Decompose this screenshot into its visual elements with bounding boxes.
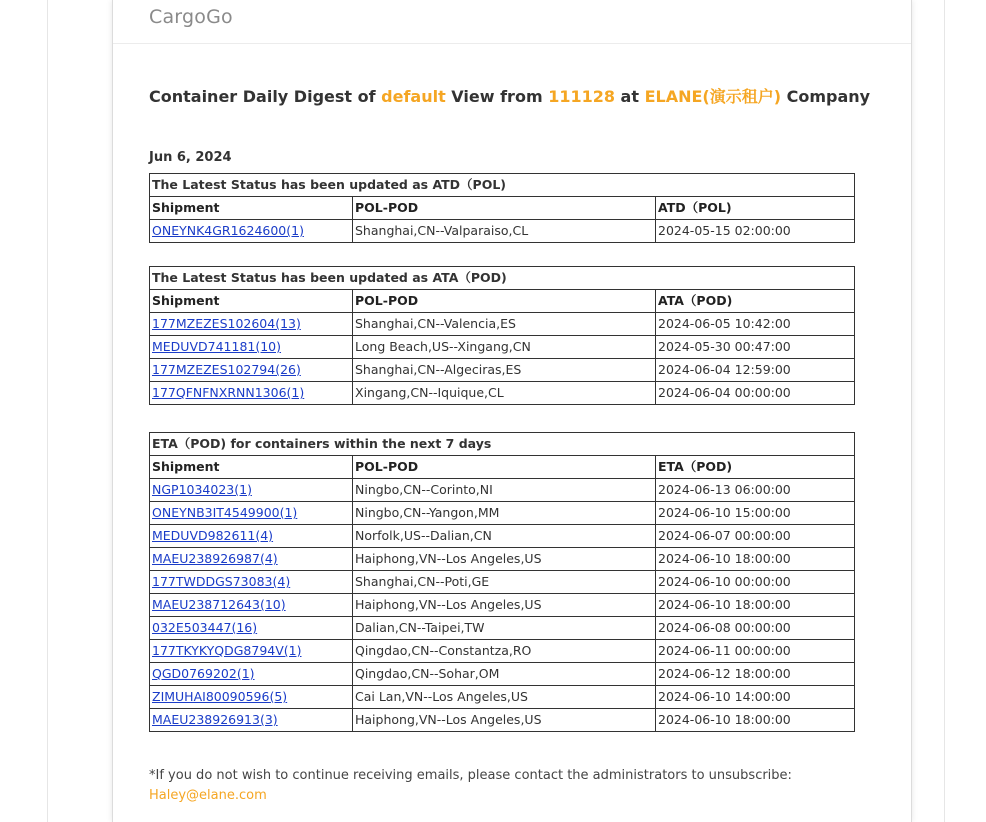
shipment-cell [150, 382, 353, 405]
column-header-row [150, 197, 855, 220]
route-cell: Long Beach,US--Xingang,CN [353, 336, 656, 359]
route-cell: Shanghai,CN--Algeciras,ES [353, 359, 656, 382]
shipment-cell [150, 617, 353, 640]
column-header-row [150, 290, 855, 313]
shipment-cell [150, 313, 353, 336]
shipment-cell [150, 594, 353, 617]
shipment-link[interactable]: NGP1034023(1) [152, 482, 252, 497]
route-cell: Shanghai,CN--Poti,GE [353, 571, 656, 594]
route-cell: Cai Lan,VN--Los Angeles,US [353, 686, 656, 709]
shipment-link[interactable]: MAEU238926987(4) [152, 551, 278, 566]
table-row [150, 336, 855, 359]
datetime-cell: 2024-06-08 00:00:00 [656, 617, 855, 640]
route-cell: Ningbo,CN--Yangon,MM [353, 502, 656, 525]
route-cell: Dalian,CN--Taipei,TW [353, 617, 656, 640]
route-cell: Qingdao,CN--Constantza,RO [353, 640, 656, 663]
route-cell: Haiphong,VN--Los Angeles,US [353, 548, 656, 571]
column-header-row [150, 456, 855, 479]
table-row [150, 525, 855, 548]
view-name: default [381, 87, 446, 106]
shipment-header: Shipment [150, 290, 353, 313]
eta-table [149, 432, 855, 732]
section-title: ETA（POD) for containers within the next 7 days [150, 433, 855, 456]
pol-pod-header: POL-POD [353, 290, 656, 313]
shipment-cell [150, 359, 353, 382]
table-row [150, 640, 855, 663]
datetime-cell: 2024-05-15 02:00:00 [656, 220, 855, 243]
table-row [150, 359, 855, 382]
shipment-header: Shipment [150, 197, 353, 220]
atd-table [149, 173, 855, 243]
table-row [150, 617, 855, 640]
headline-mid2: at [614, 87, 645, 106]
datetime-cell: 2024-06-12 18:00:00 [656, 663, 855, 686]
brand-logo-text: CargoGo [149, 6, 233, 28]
route-cell: Norfolk,US--Dalian,CN [353, 525, 656, 548]
digest-date: Jun 6, 2024 [149, 150, 232, 165]
datetime-cell: 2024-06-04 12:59:00 [656, 359, 855, 382]
shipment-link[interactable]: MAEU238926913(3) [152, 712, 278, 727]
company-name: ELANE(演示租户) [644, 87, 782, 106]
table-row [150, 548, 855, 571]
headline-mid1: View from [445, 87, 549, 106]
shipment-cell [150, 663, 353, 686]
shipment-cell [150, 640, 353, 663]
section-title-row [150, 174, 855, 197]
shipment-cell [150, 571, 353, 594]
user-id: 111128 [548, 87, 615, 106]
datetime-cell: 2024-06-10 18:00:00 [656, 709, 855, 732]
shipment-link[interactable]: MEDUVD741181(10) [152, 339, 282, 354]
header-divider [113, 43, 911, 44]
table-row [150, 686, 855, 709]
shipment-link[interactable]: ZIMUHAI80090596(5) [152, 689, 288, 704]
headline-prefix: Container Daily Digest of [149, 87, 382, 106]
shipment-link[interactable]: ONEYNK4GR1624600(1) [152, 223, 304, 238]
datetime-cell: 2024-06-10 14:00:00 [656, 686, 855, 709]
pol-pod-header: POL-POD [353, 197, 656, 220]
shipment-link[interactable]: 032E503447(16) [152, 620, 258, 635]
shipment-cell [150, 336, 353, 359]
shipment-link[interactable]: MEDUVD982611(4) [152, 528, 274, 543]
shipment-cell [150, 686, 353, 709]
table-row [150, 571, 855, 594]
unsubscribe-footer [149, 766, 869, 806]
shipment-link[interactable]: ONEYNB3IT4549900(1) [152, 505, 298, 520]
email-card [112, 0, 912, 822]
table-row [150, 220, 855, 243]
shipment-link[interactable]: 177MZEZES102604(13) [152, 316, 301, 331]
shipment-cell [150, 479, 353, 502]
shipment-link[interactable]: MAEU238712643(10) [152, 597, 286, 612]
date-header: ATA（POD) [656, 290, 855, 313]
datetime-cell: 2024-06-10 15:00:00 [656, 502, 855, 525]
datetime-cell: 2024-06-10 18:00:00 [656, 548, 855, 571]
shipment-cell [150, 525, 353, 548]
date-header: ETA（POD) [656, 456, 855, 479]
section-title-row [150, 267, 855, 290]
table-row [150, 594, 855, 617]
datetime-cell: 2024-06-13 06:00:00 [656, 479, 855, 502]
datetime-cell: 2024-06-11 00:00:00 [656, 640, 855, 663]
shipment-link[interactable]: 177MZEZES102794(26) [152, 362, 301, 377]
shipment-link[interactable]: 177TWDDGS73083(4) [152, 574, 291, 589]
date-header: ATD（POL) [656, 197, 855, 220]
route-cell: Shanghai,CN--Valencia,ES [353, 313, 656, 336]
section-title: The Latest Status has been updated as ATA（POD) [150, 267, 855, 290]
shipment-link[interactable]: QGD0769202(1) [152, 666, 255, 681]
shipment-cell [150, 502, 353, 525]
pol-pod-header: POL-POD [353, 456, 656, 479]
shipment-cell [150, 709, 353, 732]
shipment-cell [150, 548, 353, 571]
route-cell: Haiphong,VN--Los Angeles,US [353, 594, 656, 617]
route-cell: Qingdao,CN--Sohar,OM [353, 663, 656, 686]
datetime-cell: 2024-06-10 18:00:00 [656, 594, 855, 617]
shipment-link[interactable]: 177TKYKYQDG8794V(1) [152, 643, 302, 658]
table-row [150, 502, 855, 525]
table-row [150, 709, 855, 732]
datetime-cell: 2024-06-04 00:00:00 [656, 382, 855, 405]
table-row [150, 663, 855, 686]
table-row [150, 313, 855, 336]
section-title: The Latest Status has been updated as ATD（POL) [150, 174, 855, 197]
ata-table [149, 266, 855, 405]
table-row [150, 479, 855, 502]
section-title-row [150, 433, 855, 456]
admin-email-link[interactable]: Haley@elane.com [149, 788, 267, 803]
shipment-header: Shipment [150, 456, 353, 479]
route-cell: Shanghai,CN--Valparaiso,CL [353, 220, 656, 243]
datetime-cell: 2024-06-10 00:00:00 [656, 571, 855, 594]
headline-suffix: Company [781, 87, 871, 106]
table-row [150, 382, 855, 405]
digest-headline [149, 84, 870, 107]
datetime-cell: 2024-06-07 00:00:00 [656, 525, 855, 548]
shipment-link[interactable]: 177QFNFNXRNN1306(1) [152, 385, 305, 400]
footer-text: *If you do not wish to continue receiving emails, please contact the administrators to unsubscribe: [149, 768, 792, 783]
route-cell: Ningbo,CN--Corinto,NI [353, 479, 656, 502]
datetime-cell: 2024-05-30 00:47:00 [656, 336, 855, 359]
route-cell: Xingang,CN--Iquique,CL [353, 382, 656, 405]
route-cell: Haiphong,VN--Los Angeles,US [353, 709, 656, 732]
shipment-cell [150, 220, 353, 243]
datetime-cell: 2024-06-05 10:42:00 [656, 313, 855, 336]
